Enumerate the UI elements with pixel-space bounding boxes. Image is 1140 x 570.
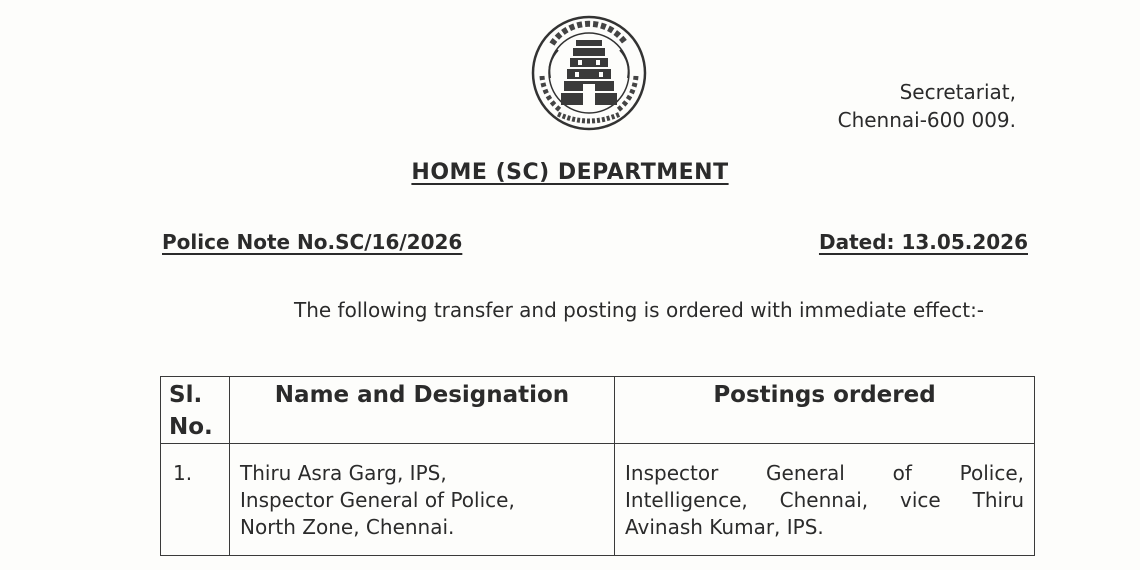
name-line-2: Inspector General of Police, [240, 488, 515, 512]
order-paragraph: The following transfer and posting is ordered with immediate effect:- [294, 298, 985, 322]
postings-table [160, 376, 1035, 556]
department-heading-wrap [0, 160, 1140, 185]
order-date: Dated: 13.05.2026 [818, 230, 1028, 254]
police-note-number: Police Note No.SC/16/2026 [162, 230, 463, 254]
name-line-1: Thiru Asra Garg, IPS, [240, 461, 447, 485]
cell-sl-no: 1. [161, 444, 230, 556]
header-name-designation: Name and Designation [230, 377, 615, 444]
header-sl-no: Sl. No. [161, 377, 230, 444]
department-heading: HOME (SC) DEPARTMENT [411, 160, 729, 185]
cell-name-designation [230, 444, 615, 556]
address-line-2: Chennai-600 009. [837, 108, 1016, 132]
table-header-row [161, 377, 1035, 444]
table-row [161, 444, 1035, 556]
cell-posting-ordered: Inspector General of Police, Intelligence, Chennai, vice Thiru Avinash Kumar, IPS. [615, 444, 1035, 556]
header-postings-ordered: Postings ordered [615, 377, 1035, 444]
name-line-3: North Zone, Chennai. [240, 515, 455, 539]
tamil-nadu-emblem-icon [530, 14, 648, 132]
address-line-1: Secretariat, [899, 80, 1016, 104]
address-block [760, 78, 1016, 134]
